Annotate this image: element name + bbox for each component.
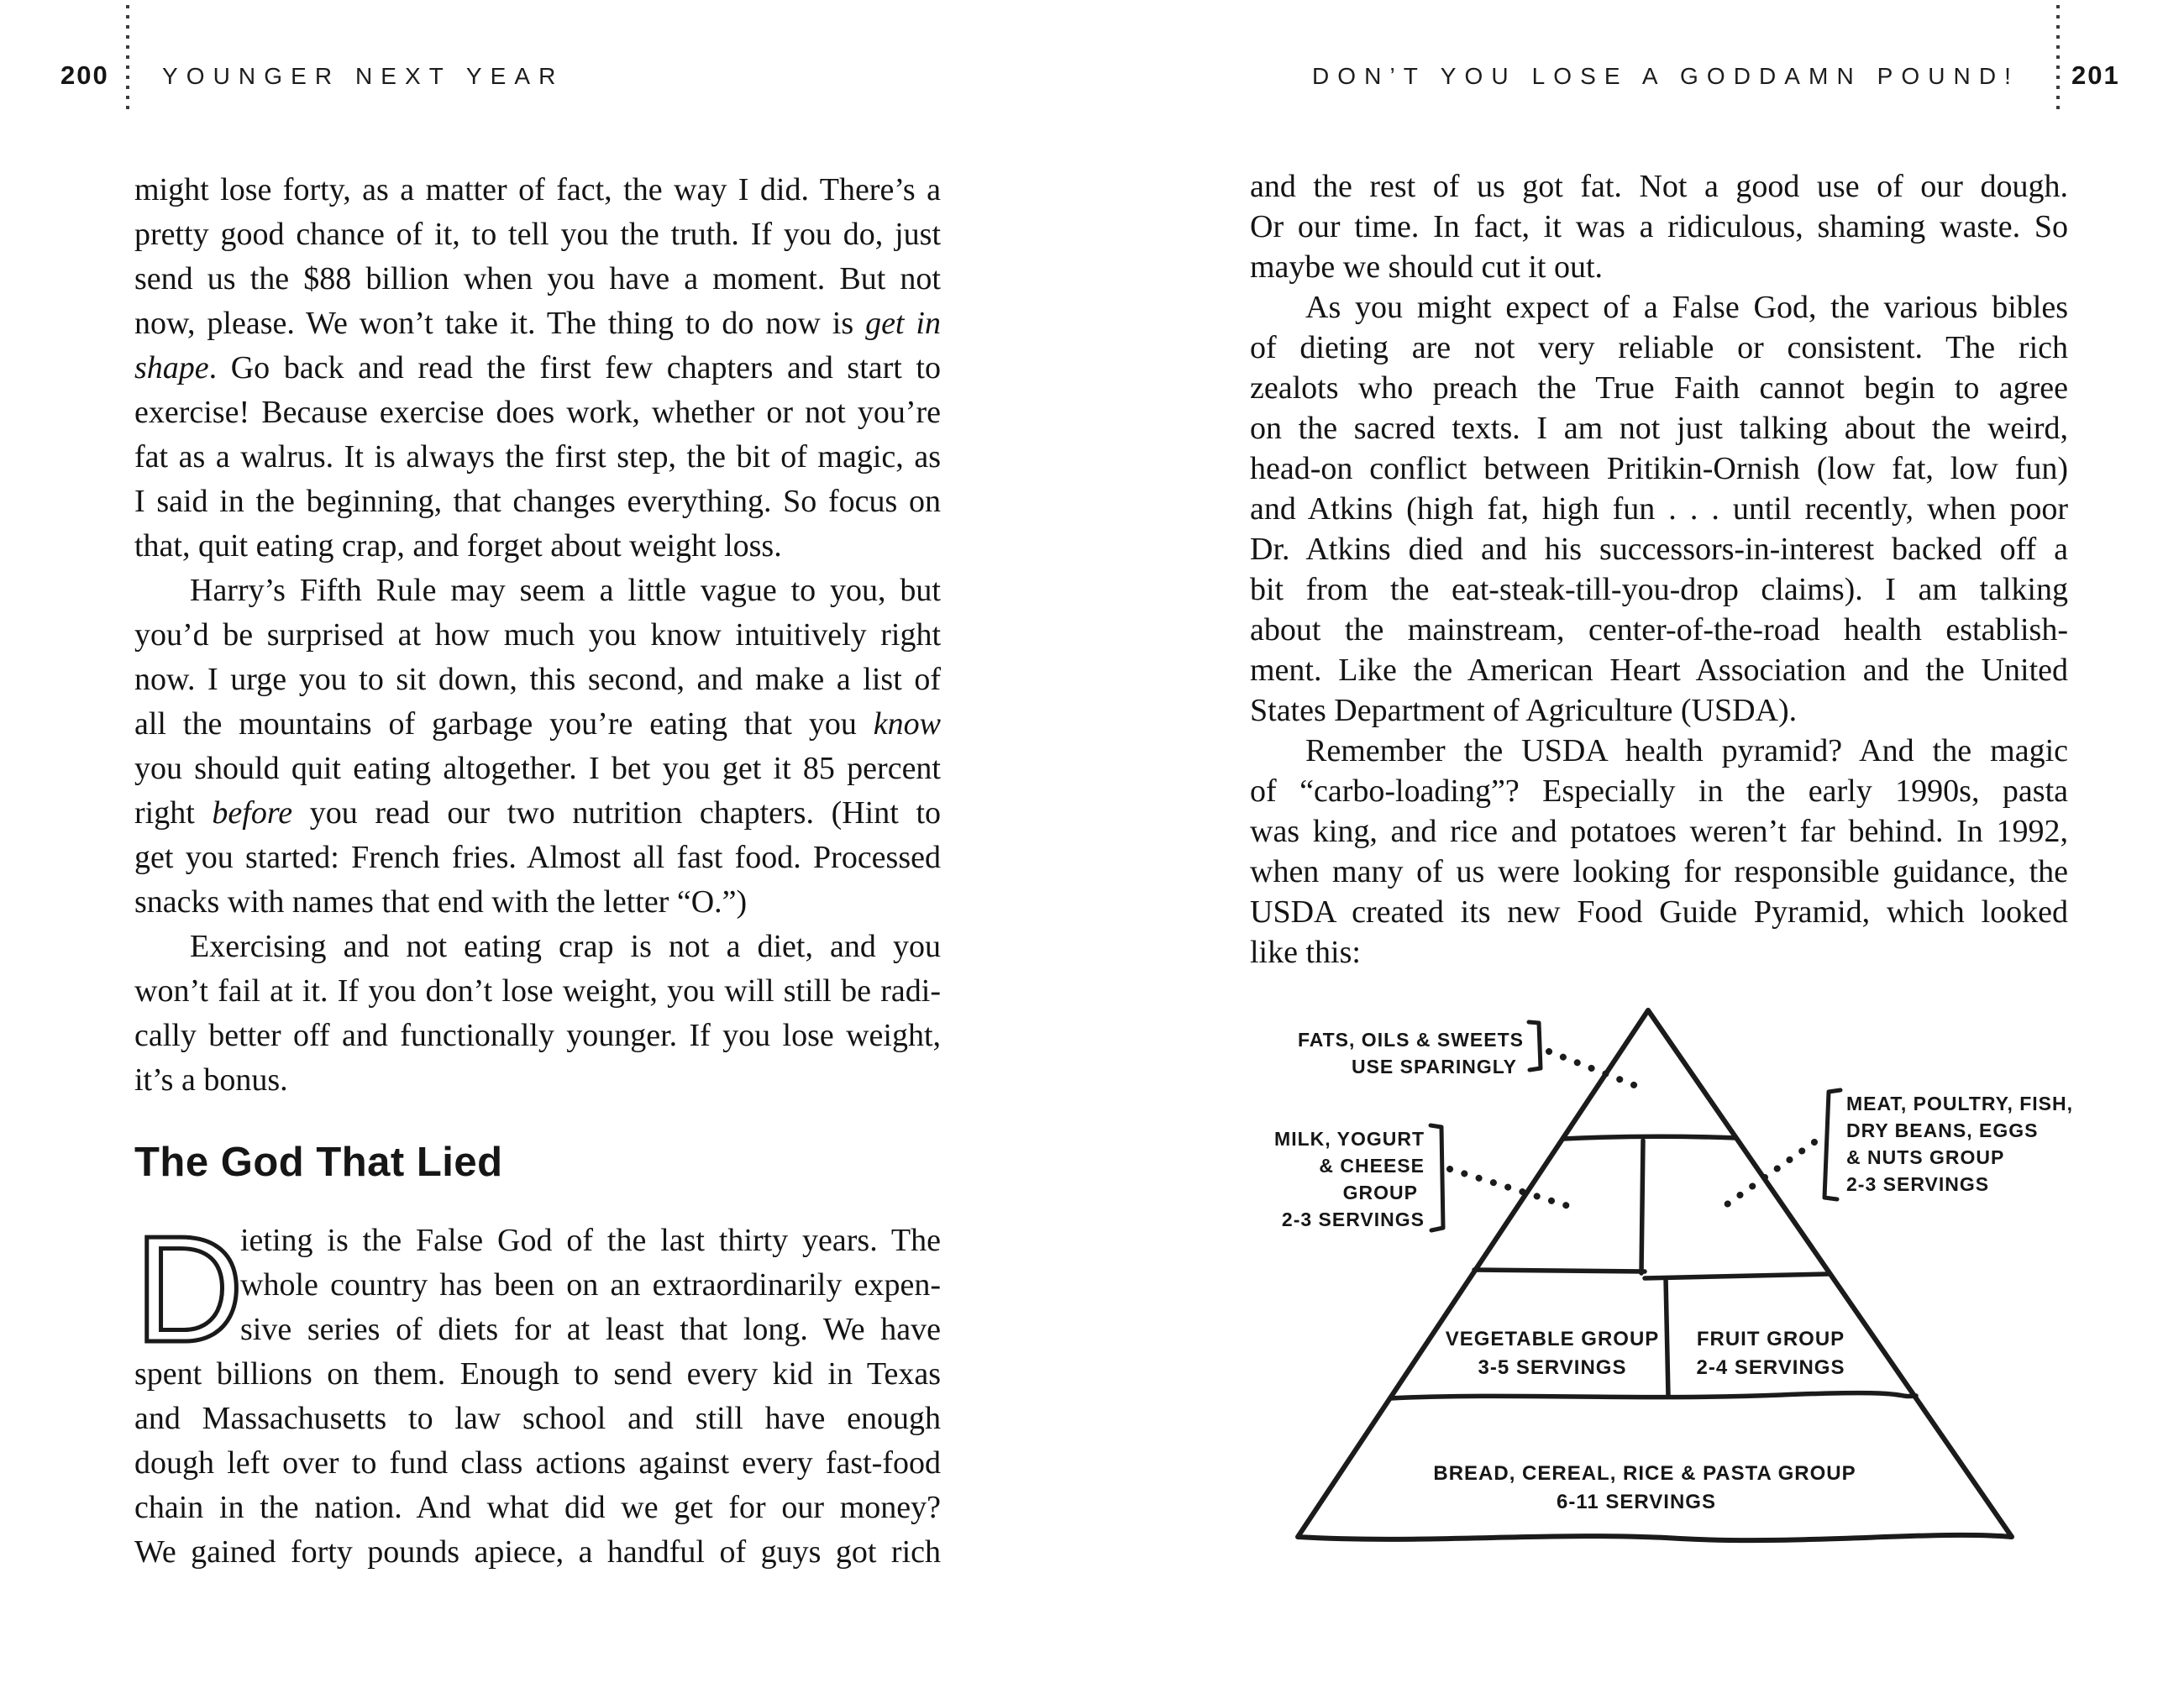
right-page-paragraphs [1250, 166, 2068, 973]
text-line: right before you read our two nutrition chapters. (Hint to [134, 795, 941, 831]
text-line: of dieting are not very reliable or consistent. The rich [1250, 330, 2068, 365]
milk-dotted-connector [1450, 1169, 1571, 1207]
fats-bracket [1529, 1022, 1541, 1070]
text-line: was king, and rice and potatoes weren’t far behind. In 1992, [1250, 814, 2068, 849]
text-line: on the sacred texts. I am not just talking about the weird, [1250, 411, 2068, 446]
left-header-dotted-rule [126, 5, 129, 109]
meat-label-line: DRY BEANS, EGGS [1846, 1119, 2039, 1141]
milk-label-line: & CHEESE [1319, 1155, 1425, 1177]
left-page-number: 200 [60, 60, 109, 90]
text-line: exercise! Because exercise does work, whether or not you’re [134, 395, 941, 430]
left-running-head: YOUNGER NEXT YEAR [162, 63, 564, 89]
text-line: We gained forty pounds apiece, a handful of guys got rich [134, 1534, 941, 1570]
text-line: whole country has been on an extraordinarily expen- [240, 1267, 941, 1303]
text-line: Exercising and not eating crap is not a diet, and you [190, 929, 941, 964]
text-line: ieting is the False God of the last thirty years. The [240, 1223, 941, 1258]
fruit-label [1697, 1328, 1845, 1379]
drop-cap: D [134, 1205, 244, 1374]
text-line: As you might expect of a False God, the various bibles [1305, 290, 2068, 325]
paragraph [1250, 166, 2068, 287]
food-pyramid-diagram [1260, 983, 2117, 1604]
vegetable-label-line: 3-5 SERVINGS [1478, 1356, 1627, 1379]
left-page-paragraphs [134, 168, 941, 1103]
paragraph [134, 925, 941, 1103]
text-line: now, please. We won’t take it. The thing to do now is get in [134, 306, 941, 341]
pyramid-tier2-line-left [1474, 1270, 1645, 1271]
text-line: Dr. Atkins died and his successors-in-interest backed off a [1250, 532, 2068, 567]
milk-label-line: MILK, YOGURT [1274, 1128, 1425, 1150]
text-line: when many of us were looking for responsible guidance, the [1250, 854, 2068, 889]
section-heading: The God That Lied [134, 1140, 503, 1185]
text-line: zealots who preach the True Faith cannot begin to agree [1250, 370, 2068, 406]
pyramid-tier2-line-right [1645, 1274, 1829, 1278]
text-line: pretty good chance of it, to tell you the truth. If you do, just [134, 217, 941, 252]
text-line: of “carbo-loading”? Especially in the early 1990s, pasta [1250, 773, 2068, 809]
fruit-label-line: 2-4 SERVINGS [1696, 1356, 1845, 1379]
text-line: and the rest of us got fat. Not a good use of our dough. [1250, 169, 2068, 204]
pyramid-tier3-line [1390, 1393, 1916, 1398]
bread-label [1433, 1462, 1856, 1513]
right-page-number: 201 [2071, 60, 2120, 90]
text-line: shape. Go back and read the first few chapters and start to [134, 350, 941, 385]
vegetable-label-line: VEGETABLE GROUP [1445, 1328, 1660, 1350]
paragraph [134, 168, 941, 569]
text-line: and Massachusetts to law school and still have enough [134, 1401, 941, 1436]
bread-label-line: 6-11 SERVINGS [1557, 1491, 1716, 1513]
fruit-label-line: FRUIT GROUP [1696, 1328, 1845, 1350]
bread-label-line: BREAD, CEREAL, RICE & PASTA GROUP [1433, 1462, 1856, 1485]
text-line: it’s a bonus. [134, 1062, 288, 1098]
meat-label-line: & NUTS GROUP [1846, 1146, 2005, 1168]
pyramid-tier1-line [1563, 1136, 1736, 1139]
text-line: sive series of diets for at least that long. We have [240, 1312, 941, 1347]
text-line: send us the $88 billion when you have a moment. But not [134, 261, 941, 296]
vegetable-label [1446, 1328, 1660, 1379]
right-page-body [1250, 166, 2068, 973]
text-line: about the mainstream, center-of-the-road health establish- [1250, 612, 2068, 648]
text-line: that, quit eating crap, and forget about weight loss. [134, 528, 782, 564]
text-line: Harry’s Fifth Rule may seem a little vague to you, but [190, 573, 941, 608]
text-line: Or our time. In fact, it was a ridiculous, shaming waste. So [1250, 209, 2068, 244]
milk-label [1274, 1128, 1425, 1230]
text-line: chain in the nation. And what did we get for our money? [134, 1490, 941, 1525]
text-line: get you started: French fries. Almost all fast food. Processed [134, 840, 941, 875]
text-line: Remember the USDA health pyramid? And the magic [1305, 733, 2068, 768]
food-pyramid-svg [1260, 983, 2117, 1604]
right-running-head: DON’T YOU LOSE A GODDAMN POUND! [1312, 63, 2019, 89]
paragraph [1250, 287, 2068, 731]
text-line: States Department of Agriculture (USDA). [1250, 693, 1798, 728]
text-line: all the mountains of garbage you’re eating that you know [134, 706, 941, 742]
text-line: I said in the beginning, that changes everything. So focus on [134, 484, 941, 519]
fats-label-line: USE SPARINGLY [1351, 1056, 1517, 1077]
text-line: maybe we should cut it out. [1250, 249, 1604, 285]
right-header-dotted-rule [2056, 5, 2060, 109]
text-line: cally better off and functionally younger. If you lose weight, [134, 1018, 941, 1053]
paragraph [134, 569, 941, 925]
meat-label-line: 2-3 SERVINGS [1846, 1173, 1990, 1195]
text-line: you’d be surprised at how much you know intuitively right [134, 617, 941, 653]
text-line: snacks with names that end with the letter “O.”) [134, 884, 748, 920]
pyramid-outline [1298, 1010, 2012, 1540]
text-line: now. I urge you to sit down, this second, and make a list of [134, 662, 941, 697]
pyramid-tier2-divider [1641, 1140, 1643, 1273]
text-line: USDA created its new Food Guide Pyramid, which looked [1250, 894, 2068, 930]
meat-dotted-connector [1721, 1142, 1814, 1209]
text-line: head-on conflict between Pritikin-Ornish (low fat, low fun) [1250, 451, 2068, 486]
text-line: like this: [1250, 935, 1361, 970]
left-page-dropcap-paragraph [134, 1205, 941, 1575]
meat-label [1846, 1093, 2073, 1195]
paragraph [1250, 731, 2068, 973]
text-line: and Atkins (high fat, high fun . . . until recently, when poor [1250, 491, 2068, 527]
text-line: bit from the eat-steak-till-you-drop claims). I am talking [1250, 572, 2068, 607]
milk-label-line: 2-3 SERVINGS [1281, 1209, 1425, 1230]
paragraph [134, 1205, 941, 1575]
left-page-body [134, 168, 941, 1575]
milk-label-line: GROUP [1342, 1182, 1418, 1203]
pyramid-veg-fruit-divider [1666, 1278, 1668, 1397]
text-line: fat as a walrus. It is always the first step, the bit of magic, as [134, 439, 941, 474]
text-line: you should quit eating altogether. I bet you get it 85 percent [134, 751, 941, 786]
milk-bracket [1431, 1125, 1443, 1230]
fats-label [1298, 1029, 1524, 1077]
text-line: won’t fail at it. If you don’t lose weight, you will still be radi- [134, 973, 941, 1009]
text-line: spent billions on them. Enough to send every kid in Texas [134, 1356, 941, 1392]
text-line: dough left over to fund class actions against every fast-food [134, 1445, 941, 1481]
text-line: ment. Like the American Heart Association and the United [1250, 653, 2068, 688]
meat-bracket [1824, 1090, 1840, 1199]
fats-label-line: FATS, OILS & SWEETS [1297, 1029, 1524, 1051]
meat-label-line: MEAT, POULTRY, FISH, [1846, 1093, 2074, 1114]
text-line: might lose forty, as a matter of fact, the way I did. There’s a [134, 172, 941, 207]
